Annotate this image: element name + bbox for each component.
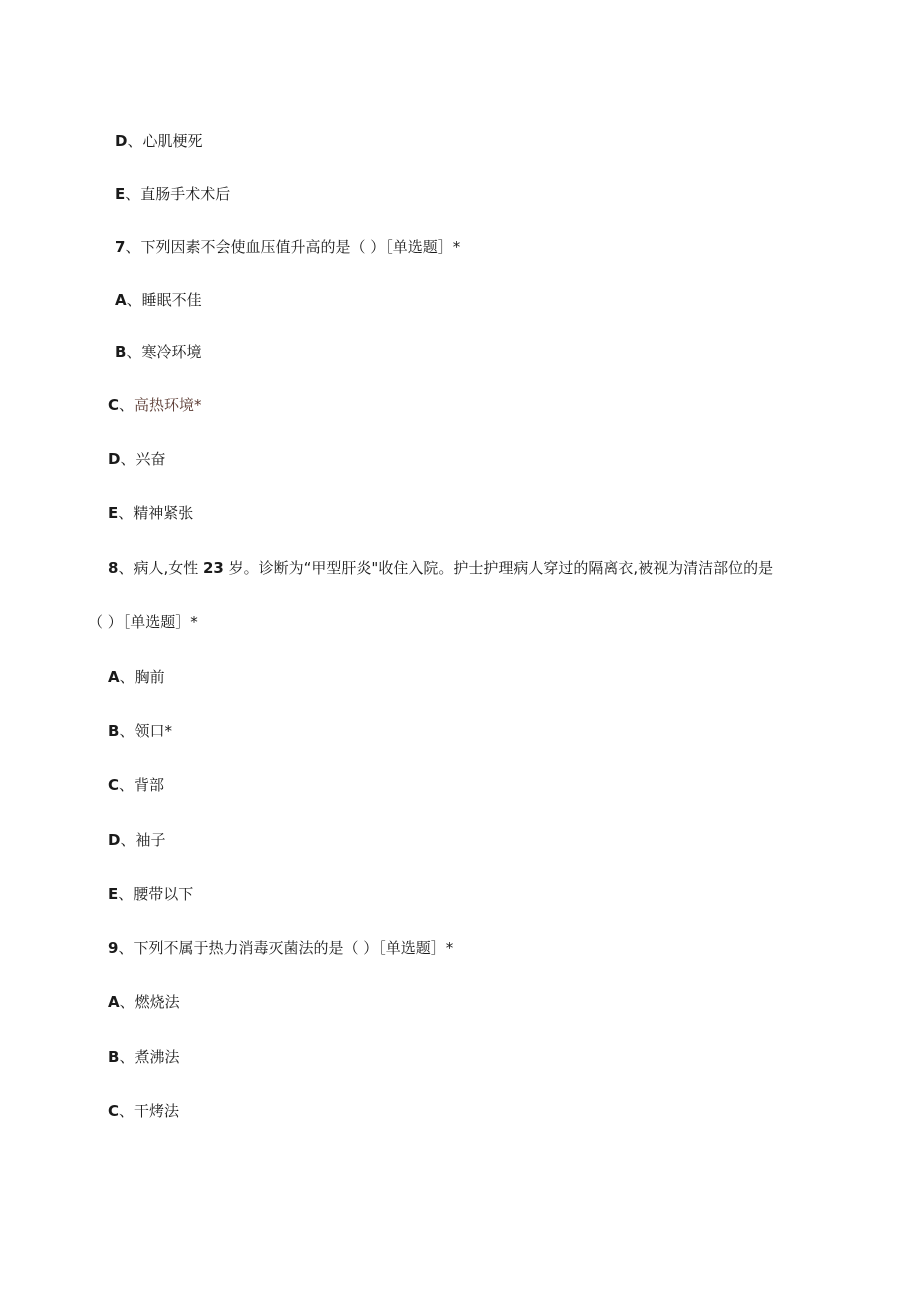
option-9a [108, 992, 180, 1012]
option-6d [115, 131, 202, 151]
option-text: 腰带以下 [133, 885, 194, 903]
option-7c [108, 395, 202, 415]
option-letter: B [108, 1048, 120, 1066]
question-separator: 、 [118, 939, 134, 957]
option-text: 燃烧法 [134, 993, 180, 1011]
option-8e [108, 884, 193, 904]
option-7d [108, 449, 165, 469]
option-separator: 、 [120, 831, 136, 849]
option-6e [115, 184, 230, 204]
question-number: 9 [108, 939, 119, 957]
option-7a [115, 290, 202, 310]
option-text: 直肠手术术后 [140, 185, 231, 203]
question-text: 病人,女性 [133, 559, 203, 577]
option-8b [108, 721, 172, 741]
question-text: 下列因素不会使血压值升高的是（ ）［单选题］* [140, 238, 461, 256]
option-letter: A [108, 668, 120, 686]
question-separator: 、 [125, 238, 141, 256]
option-text: 心肌梗死 [142, 132, 203, 150]
option-9c [108, 1101, 179, 1121]
option-letter: A [115, 291, 127, 309]
option-separator: 、 [119, 993, 135, 1011]
option-text-correct: 高热环境* [134, 396, 202, 414]
question-type-label: （ ）［单选题］* [88, 613, 198, 631]
question-7 [115, 237, 460, 257]
option-text: 干烤法 [134, 1102, 180, 1120]
option-separator: 、 [119, 722, 135, 740]
question-number: 7 [115, 238, 126, 256]
option-text: 精神紧张 [133, 504, 194, 522]
option-7e [108, 503, 193, 523]
option-separator: 、 [126, 291, 142, 309]
option-text: 睡眠不佳 [141, 291, 202, 309]
option-letter: D [115, 132, 128, 150]
option-separator: 、 [118, 504, 134, 522]
option-letter: E [115, 185, 126, 203]
option-text: 煮沸法 [134, 1048, 180, 1066]
option-letter: D [108, 450, 121, 468]
question-9 [108, 938, 453, 958]
question-text-continued: 岁。诊断为“甲型肝炎"收住入院。护士护理病人穿过的隔离衣,被视为清洁部位的是 [223, 559, 774, 577]
option-separator: 、 [120, 450, 136, 468]
option-letter: E [108, 885, 119, 903]
option-letter: E [108, 504, 119, 522]
option-letter: C [108, 396, 120, 414]
option-7b [115, 342, 201, 362]
option-separator: 、 [119, 668, 135, 686]
question-8 [108, 558, 773, 578]
patient-age: 23 [203, 559, 224, 577]
option-letter: D [108, 831, 121, 849]
option-separator: 、 [119, 1048, 135, 1066]
option-separator: 、 [119, 776, 135, 794]
option-letter: C [108, 1102, 120, 1120]
option-letter: A [108, 993, 120, 1011]
option-text-correct: 领口* [134, 722, 172, 740]
question-text: 下列不属于热力消毒灭菌法的是（ ）［单选题］* [133, 939, 454, 957]
question-number: 8 [108, 559, 119, 577]
question-separator: 、 [118, 559, 134, 577]
option-separator: 、 [119, 396, 135, 414]
option-text: 袖子 [135, 831, 166, 849]
option-text: 寒冷环境 [141, 343, 202, 361]
option-8d [108, 830, 165, 850]
option-separator: 、 [119, 1102, 135, 1120]
option-letter: B [115, 343, 127, 361]
option-8c [108, 775, 164, 795]
option-separator: 、 [126, 343, 142, 361]
option-letter: B [108, 722, 120, 740]
option-text: 兴奋 [135, 450, 166, 468]
option-text: 背部 [134, 776, 165, 794]
option-separator: 、 [125, 185, 141, 203]
option-separator: 、 [118, 885, 134, 903]
option-letter: C [108, 776, 120, 794]
option-8a [108, 667, 165, 687]
option-text: 胸前 [134, 668, 165, 686]
option-separator: 、 [127, 132, 143, 150]
question-8-tail [88, 612, 198, 632]
option-9b [108, 1047, 179, 1067]
